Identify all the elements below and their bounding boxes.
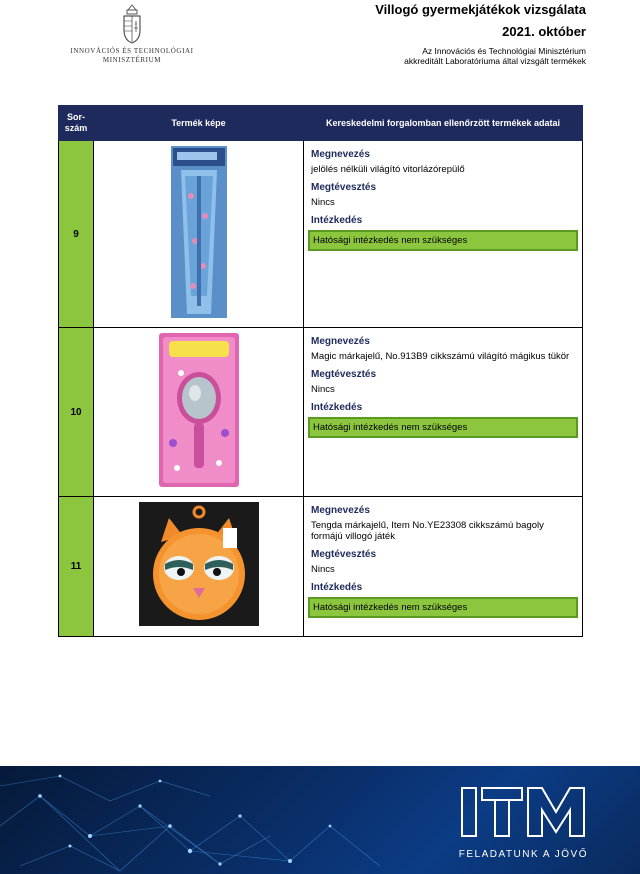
- product-image-cell: [94, 497, 304, 637]
- table-row: [59, 497, 583, 637]
- product-image-glider: [171, 146, 227, 318]
- product-deception: Nincs: [311, 564, 335, 575]
- column-header-image: Termék képe: [94, 106, 304, 141]
- product-image-mirror: [159, 333, 239, 487]
- column-header-data: Kereskedelmi forgalomban ellenőrzött termékek adatai: [304, 106, 583, 141]
- label-action: Intézkedés: [311, 402, 363, 413]
- product-action-badge: Hatósági intézkedés nem szükséges: [308, 230, 578, 251]
- column-header-num: Sor-szám: [59, 106, 94, 141]
- label-deception: Megtévesztés: [311, 549, 377, 560]
- document-header: [375, 2, 586, 66]
- label-name: Megnevezés: [311, 336, 370, 347]
- table-row: [59, 328, 583, 497]
- ministry-name: INNOVÁCIÓS ÉS TECHNOLÓGIAI MINISZTÉRIUM: [70, 47, 194, 64]
- product-action-badge: Hatósági intézkedés nem szükséges: [308, 597, 578, 618]
- document-subtitle-1: Az Innovációs és Technológiai Minisztérium: [422, 46, 586, 56]
- table-header-row: [59, 106, 583, 141]
- product-image-cell: [94, 328, 304, 497]
- footer-tagline: FELADATUNK A JÖVŐ: [458, 849, 588, 860]
- product-image-cell: [94, 141, 304, 328]
- label-action: Intézkedés: [311, 215, 363, 226]
- itm-logo: [459, 786, 588, 860]
- label-action: Intézkedés: [311, 582, 363, 593]
- footer-banner: [0, 766, 640, 874]
- table-row: [59, 141, 583, 328]
- product-data-cell: [304, 328, 583, 497]
- product-name: Tengda márkajelű, Item No.YE23308 cikkszámú bagoly formájú villogó játék: [311, 520, 544, 542]
- row-number: 11: [59, 497, 94, 637]
- product-data-cell: [304, 497, 583, 637]
- label-name: Megnevezés: [311, 505, 370, 516]
- document-subtitle-2: akkreditált Laboratóriuma által vizsgált termékek: [404, 56, 586, 66]
- label-deception: Megtévesztés: [311, 182, 377, 193]
- products-table: [58, 105, 583, 637]
- coat-of-arms-icon: [121, 4, 143, 44]
- product-action-badge: Hatósági intézkedés nem szükséges: [308, 417, 578, 438]
- row-number: 10: [59, 328, 94, 497]
- product-name: Magic márkajelű, No.913B9 cikkszámú világító mágikus tükör: [311, 351, 570, 362]
- itm-logo-icon: [460, 786, 586, 838]
- product-image-owl: [139, 502, 259, 626]
- row-number: 9: [59, 141, 94, 328]
- label-name: Megnevezés: [311, 149, 370, 160]
- document-title: Villogó gyermekjátékok vizsgálata: [375, 2, 586, 17]
- product-deception: Nincs: [311, 384, 335, 395]
- product-data-cell: [304, 141, 583, 328]
- document-date: 2021. október: [502, 24, 586, 39]
- label-deception: Megtévesztés: [311, 369, 377, 380]
- ministry-logo: [62, 4, 202, 65]
- product-name: jelölés nélküli világító vitorlázórepülő: [311, 164, 465, 175]
- product-deception: Nincs: [311, 197, 335, 208]
